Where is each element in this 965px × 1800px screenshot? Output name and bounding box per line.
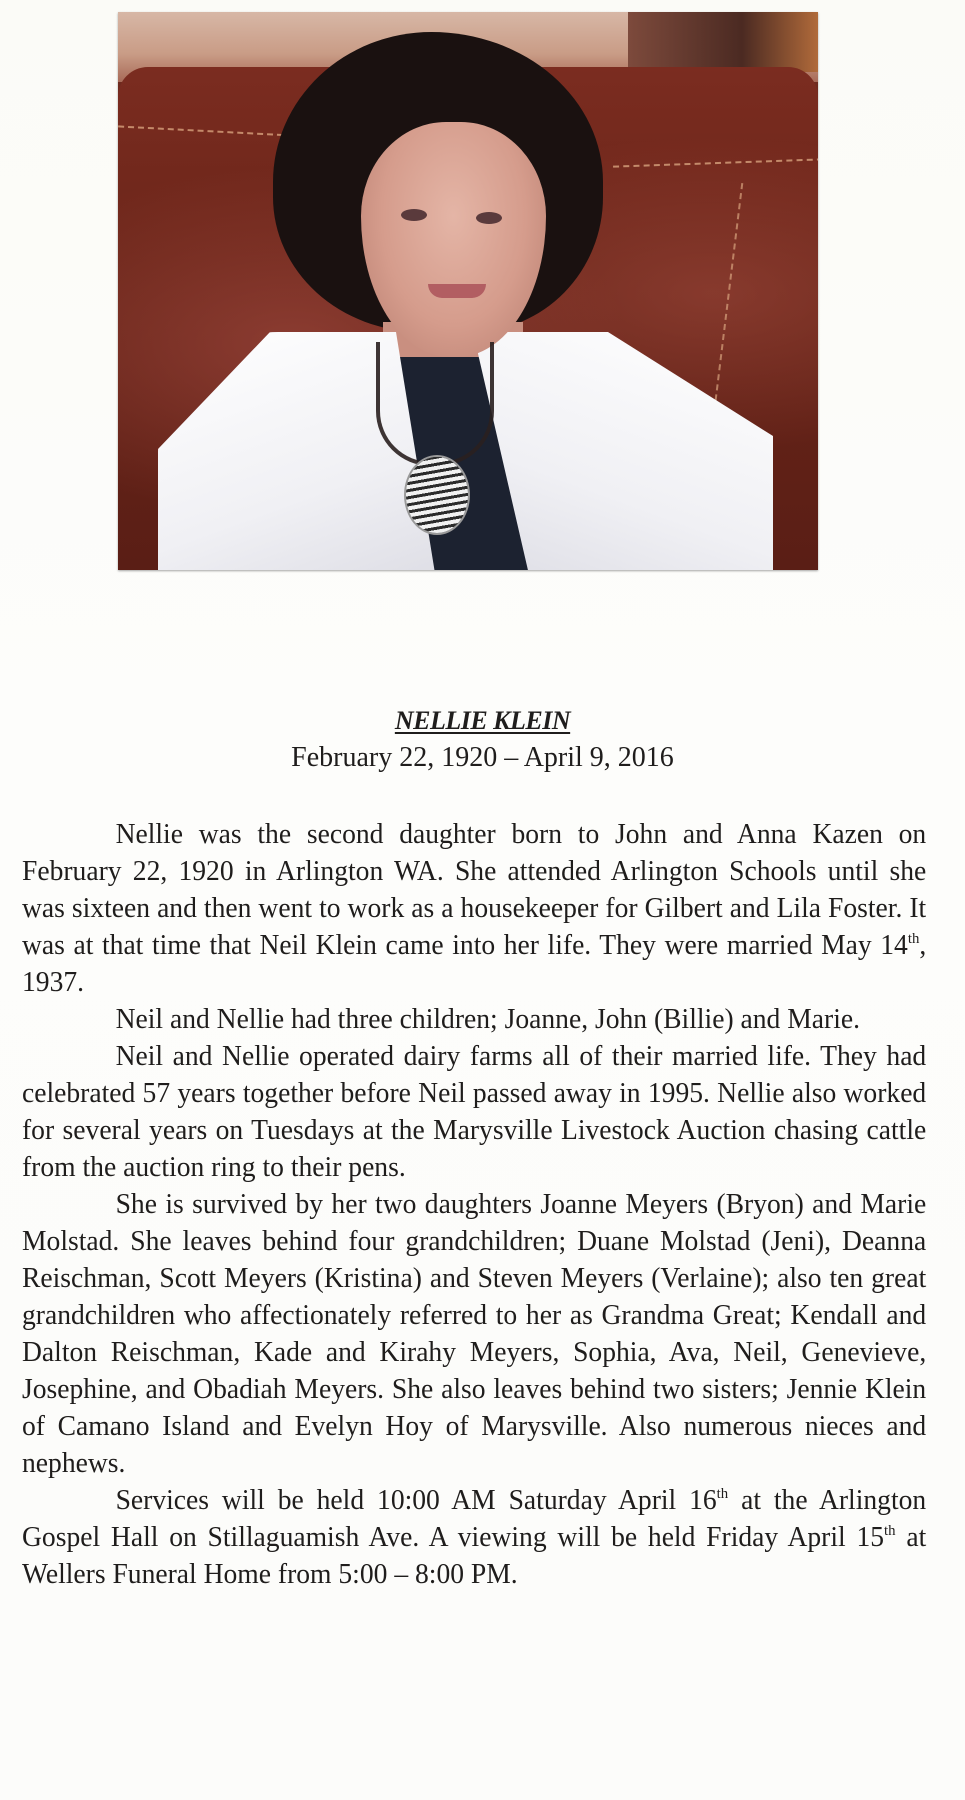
paragraph-children: Neil and Nellie had three children; Joanne, John (Billie) and Marie. (115, 1004, 861, 1035)
photo-shelf-background (628, 12, 818, 72)
paragraph-text: at Wellers Funeral Home from 5:00 – 8:00 PM. (22, 1522, 927, 1590)
paragraph-text: Services will be held 10:00 AM Saturday April 16 (115, 1485, 717, 1516)
ordinal-suffix: th (907, 931, 920, 947)
paragraph-text: , 1937. (22, 930, 927, 998)
photo-eye (401, 209, 427, 221)
obituary-name: NELLIE KLEIN (394, 706, 571, 735)
paragraph-text: Nellie was the second daughter born to John and Anna Kazen on February 22, 1920 in Arlington WA. She attended Arlington Schools until she was sixteen and then went to work as a housekeeper for Gilbert and Lila Foster. It was at that time that Neil Klein came into her life. They were married May 14 (22, 819, 927, 961)
photo-eye (476, 212, 502, 224)
obituary-dates: February 22, 1920 – April 9, 2016 (291, 742, 674, 773)
photo-smile (428, 284, 486, 298)
ordinal-suffix: th (884, 1523, 896, 1539)
photo-necklace (376, 342, 494, 466)
portrait-photo (118, 12, 818, 570)
photo-zebra-pendant (406, 457, 468, 533)
ordinal-suffix: th (716, 1486, 729, 1502)
paragraph-dairy-farms: Neil and Nellie operated dairy farms all of their married life. They had celebrated 57 years together before Neil passed away in 1995. Nellie also worked for several years on Tuesdays at the Marysville Livestock Auction chasing cattle from the auction ring to their pens. (22, 1041, 927, 1183)
paragraph-text: at the Arlington Gospel Hall on Stillaguamish Ave. A viewing will be held Friday April 15 (22, 1485, 927, 1553)
paragraph-survivors: She is survived by her two daughters Joanne Meyers (Bryon) and Marie Molstad. She leaves behind four grandchildren; Duane Molstad (Jeni), Deanna Reischman, Scott Meyers (Kristina) and Steven Meyers (Verlaine); also ten great grandchildren who affectionately referred to her as Grandma Great; Kendall and Dalton Reischman, Kade and Kirahy Meyers, Sophia, Ava, Neil, Genevieve, Josephine, and Obadiah Meyers. She also leaves behind two sisters; Jennie Klein of Camano Island and Evelyn Hoy of Marysville. Also numerous nieces and nephews. (22, 1189, 927, 1479)
paragraph-services (22, 1482, 926, 1593)
obituary-body (22, 816, 926, 1593)
paragraph-early-life (22, 816, 926, 1001)
